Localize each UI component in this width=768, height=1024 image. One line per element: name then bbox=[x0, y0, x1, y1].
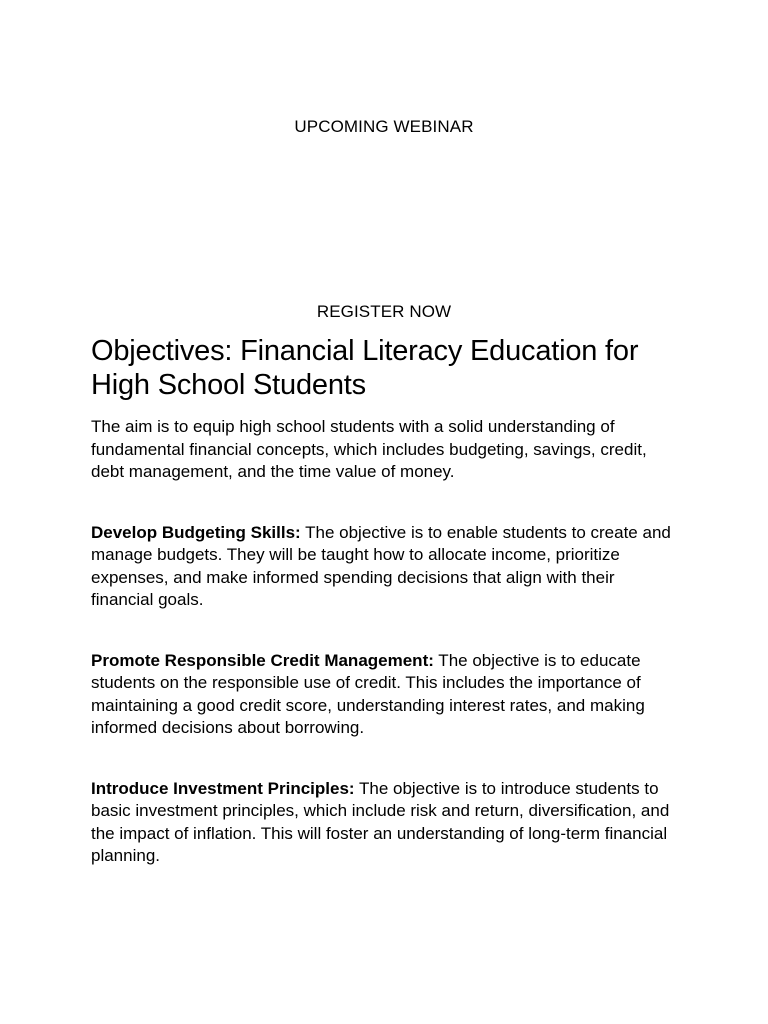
objective-heading: Develop Budgeting Skills: bbox=[91, 522, 301, 542]
objective-heading: Promote Responsible Credit Management: bbox=[91, 650, 434, 670]
objective-heading: Introduce Investment Principles: bbox=[91, 778, 355, 798]
objective-text: The objective is to introduce students to basic investment principles, which include risk and return, diversification, and the impact of inflation. This will foster an understanding of long-term financial planning. bbox=[91, 778, 670, 865]
objective-investment bbox=[91, 778, 681, 868]
page-title: Objectives: Financial Literacy Education for High School Students bbox=[91, 335, 639, 401]
objective-budgeting bbox=[91, 522, 681, 612]
article-body bbox=[91, 334, 691, 868]
intro-paragraph: The aim is to equip high school students with a solid understanding of fundamental financial concepts, which includes budgeting, savings, credit, debt management, and the time value of money. bbox=[91, 417, 647, 481]
objective-credit bbox=[91, 650, 681, 740]
objective-text: The objective is to enable students to create and manage budgets. They will be taught how to allocate income, prioritize expenses, and make informed spending decisions that align with their financial goals. bbox=[91, 522, 671, 609]
upcoming-webinar-label: UPCOMING WEBINAR bbox=[294, 117, 474, 136]
register-now-link[interactable]: REGISTER NOW bbox=[316, 302, 452, 321]
objective-text: The objective is to educate students on the responsible use of credit. This includes the importance of maintaining a good credit score, understanding interest rates, and making informed decisions about borrowing. bbox=[91, 650, 645, 737]
